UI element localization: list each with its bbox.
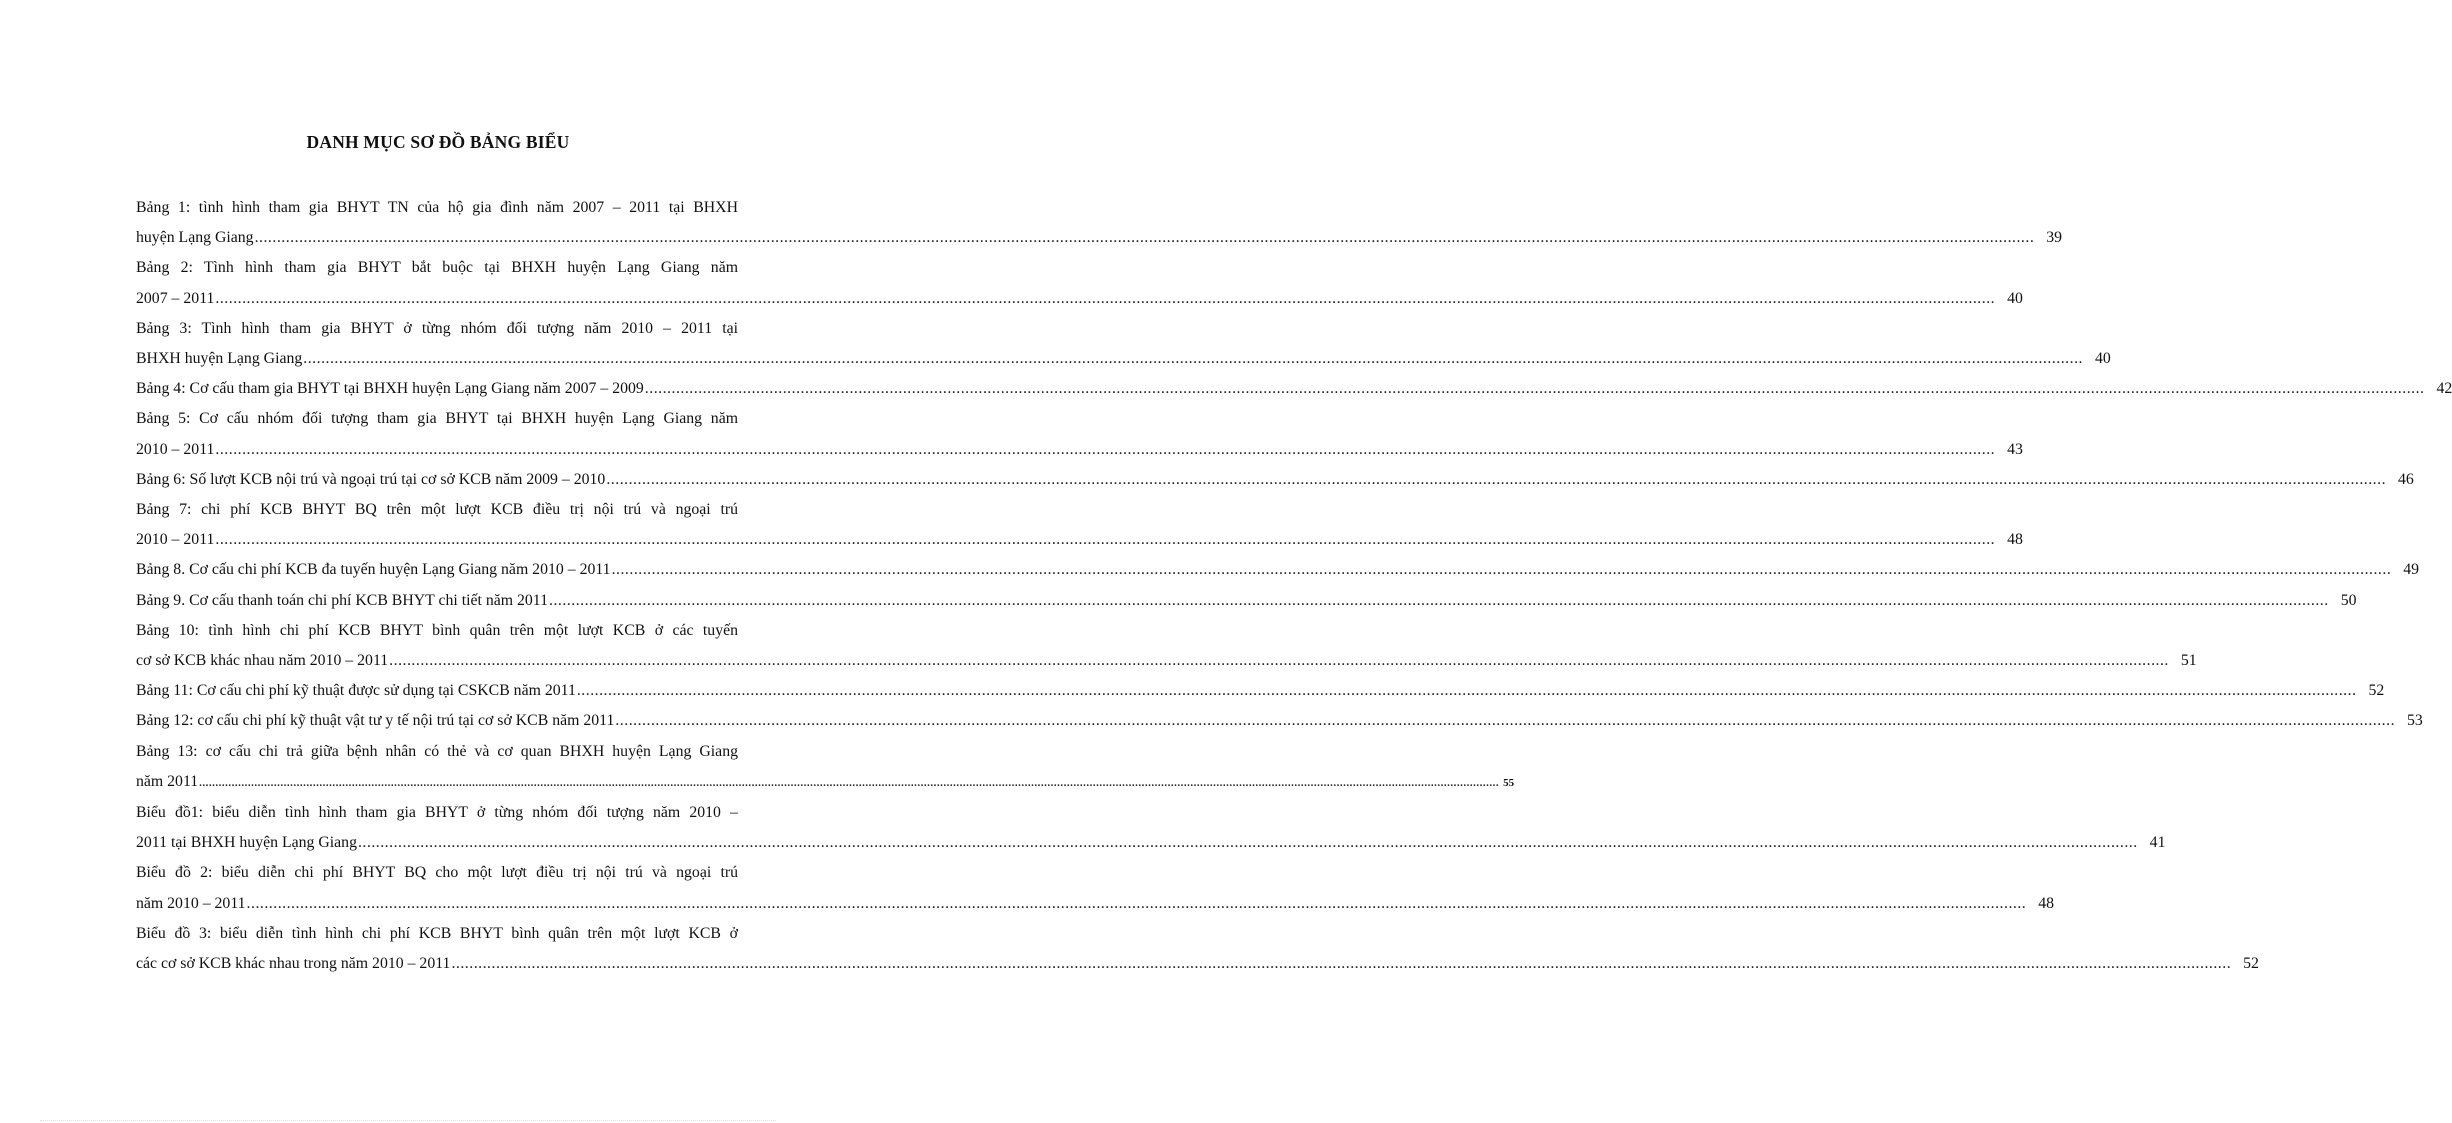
toc-entry-first-line: Bảng 3: Tình hình tham gia BHYT ở từng nhóm đối tượng năm 2010 – 2011 tại bbox=[136, 319, 738, 337]
toc-entry-text: BHXH huyện Lạng Giang bbox=[136, 350, 303, 368]
toc-entry-text: các cơ sở KCB khác nhau trong năm 2010 – 2011 bbox=[136, 955, 451, 973]
dot-leader: ................................................................................................................................................................................................................................................................................................................................................................................................................ bbox=[615, 712, 2396, 730]
toc-entry-page-number: 52 bbox=[2243, 955, 2259, 973]
dot-leader: ................................................................................................................................................................................................................................................................................................................................................................................................................ bbox=[199, 776, 1500, 789]
toc-entry-last-line bbox=[136, 374, 2452, 404]
dot-leader: ................................................................................................................................................................................................................................................................................................................................................................................................................ bbox=[303, 350, 2083, 368]
toc-entry[interactable] bbox=[136, 586, 2357, 616]
toc-entry-page-number: 55 bbox=[1503, 776, 1515, 789]
toc-entry-page-number: 48 bbox=[2038, 894, 2055, 912]
toc-entry-text: 2010 – 2011 bbox=[136, 531, 215, 549]
toc-entry-text: huyện Lạng Giang bbox=[136, 229, 254, 247]
dot-leader: ................................................................................................................................................................................................................................................................................................................................................................................................................ bbox=[215, 289, 1996, 307]
toc-entry-page-number: 48 bbox=[2007, 531, 2023, 549]
toc-entry-first-line: Bảng 5: Cơ cấu nhóm đối tượng tham gia BHYT tại BHXH huyện Lạng Giang năm bbox=[136, 410, 738, 428]
toc-entry[interactable] bbox=[136, 858, 2055, 918]
toc-entry-last-line bbox=[136, 676, 2385, 706]
toc-entry-last-line bbox=[136, 828, 2166, 858]
table-of-figures bbox=[136, 193, 2452, 979]
toc-entry-page-number: 40 bbox=[2094, 350, 2111, 368]
page-title: DANH MỤC SƠ ĐỒ BẢNG BIỂU bbox=[306, 132, 570, 152]
toc-entry-text: năm 2010 – 2011 bbox=[136, 894, 246, 912]
toc-entry-page-number: 41 bbox=[2149, 834, 2166, 852]
dot-leader: ................................................................................................................................................................................................................................................................................................................................................................................................................ bbox=[549, 591, 2329, 609]
toc-entry-last-line bbox=[136, 525, 2023, 555]
dot-leader: ................................................................................................................................................................................................................................................................................................................................................................................................................ bbox=[254, 229, 2035, 247]
toc-entry-last-line bbox=[136, 949, 2259, 979]
toc-entry-last-line bbox=[136, 555, 2420, 585]
toc-entry-text: 2007 – 2011 bbox=[136, 289, 215, 307]
toc-entry-page-number: 53 bbox=[2407, 712, 2423, 730]
toc-entry-first-line: Biểu đồ 3: biểu diễn tình hình chi phí KCB BHYT bình quân trên một lượt KCB ở bbox=[136, 924, 738, 942]
toc-entry-page-number: 42 bbox=[2436, 380, 2452, 398]
toc-entry-last-line bbox=[136, 284, 2023, 314]
toc-entry-first-line: Bảng 1: tình hình tham gia BHYT TN của hộ gia đình năm 2007 – 2011 tại BHXH bbox=[136, 199, 738, 216]
toc-entry-page-number: 52 bbox=[2368, 682, 2385, 700]
toc-entry[interactable] bbox=[136, 253, 2023, 313]
toc-entry-first-line: Bảng 13: cơ cấu chi trả giữa bệnh nhân có thẻ và cơ quan BHXH huyện Lạng Giang bbox=[136, 742, 738, 760]
toc-entry-first-line: Bảng 7: chi phí KCB BHYT BQ trên một lượt KCB điều trị nội trú và ngoại trú bbox=[136, 501, 738, 519]
dot-leader: ................................................................................................................................................................................................................................................................................................................................................................................................................ bbox=[357, 834, 2138, 852]
toc-entry-last-line bbox=[136, 435, 2023, 465]
toc-entry-last-line bbox=[136, 223, 2063, 253]
toc-entry-last-line bbox=[136, 706, 2423, 736]
toc-entry-page-number: 51 bbox=[2180, 652, 2197, 670]
toc-entry-page-number: 50 bbox=[2340, 591, 2357, 609]
toc-entry-text: Bảng 9. Cơ cấu thanh toán chi phí KCB BHYT chi tiết năm 2011 bbox=[136, 591, 548, 609]
toc-entry-text: Bảng 4: Cơ cấu tham gia BHYT tại BHXH huyện Lạng Giang năm 2007 – 2009 bbox=[136, 380, 644, 398]
dot-leader: ................................................................................................................................................................................................................................................................................................................................................................................................................ bbox=[215, 440, 1996, 458]
toc-entry-text: năm 2011 bbox=[136, 772, 199, 790]
dot-leader: ................................................................................................................................................................................................................................................................................................................................................................................................................ bbox=[389, 652, 2169, 670]
toc-entry-page-number: 49 bbox=[2403, 561, 2420, 579]
toc-entry[interactable] bbox=[136, 555, 2420, 585]
dot-leader: ................................................................................................................................................................................................................................................................................................................................................................................................................ bbox=[215, 531, 1996, 549]
dot-leader: ................................................................................................................................................................................................................................................................................................................................................................................................................ bbox=[451, 955, 2232, 973]
toc-entry-last-line bbox=[136, 889, 2055, 919]
toc-entry[interactable] bbox=[136, 676, 2385, 706]
toc-entry-text: 2011 tại BHXH huyện Lạng Giang bbox=[136, 834, 357, 852]
toc-entry-first-line: Bảng 2: Tình hình tham gia BHYT bắt buộc tại BHXH huyện Lạng Giang năm bbox=[136, 259, 738, 277]
toc-entry-first-line: Biểu đồ 2: biểu diễn chi phí BHYT BQ cho một lượt điều trị nội trú và ngoại trú bbox=[136, 864, 738, 882]
toc-entry-text: Bảng 8. Cơ cấu chi phí KCB đa tuyến huyện Lạng Giang năm 2010 – 2011 bbox=[136, 561, 611, 579]
toc-entry[interactable] bbox=[136, 193, 2063, 253]
toc-entry[interactable] bbox=[136, 798, 2166, 858]
toc-entry-first-line: Biểu đồ1: biểu diễn tình hình tham gia BHYT ở từng nhóm đối tượng năm 2010 – bbox=[136, 804, 738, 822]
toc-entry-text: 2010 – 2011 bbox=[136, 440, 215, 458]
toc-entry[interactable] bbox=[136, 737, 1515, 798]
toc-entry-text: Bảng 11: Cơ cấu chi phí kỹ thuật được sử dụng tại CSKCB năm 2011 bbox=[136, 682, 576, 700]
dot-leader: ................................................................................................................................................................................................................................................................................................................................................................................................................ bbox=[606, 470, 2387, 488]
toc-entry-text: Bảng 6: Số lượt KCB nội trú và ngoại trú tại cơ sở KCB năm 2009 – 2010 bbox=[136, 470, 606, 488]
toc-entry-first-line: Bảng 10: tình hình chi phí KCB BHYT bình quân trên một lượt KCB ở các tuyến bbox=[136, 621, 738, 639]
page-bottom-rule bbox=[40, 1120, 776, 1121]
toc-entry[interactable] bbox=[136, 374, 2452, 404]
toc-entry[interactable] bbox=[136, 919, 2259, 979]
toc-entry-page-number: 40 bbox=[2007, 289, 2023, 307]
toc-entry-last-line bbox=[136, 465, 2414, 495]
dot-leader: ................................................................................................................................................................................................................................................................................................................................................................................................................ bbox=[246, 894, 2027, 912]
toc-entry-text: cơ sở KCB khác nhau năm 2010 – 2011 bbox=[136, 652, 389, 670]
toc-entry-last-line bbox=[136, 344, 2111, 374]
toc-entry[interactable] bbox=[136, 404, 2023, 464]
toc-entry[interactable] bbox=[136, 314, 2111, 374]
toc-entry[interactable] bbox=[136, 706, 2423, 736]
toc-entry[interactable] bbox=[136, 495, 2023, 555]
toc-entry-last-line bbox=[136, 767, 1515, 798]
dot-leader: ................................................................................................................................................................................................................................................................................................................................................................................................................ bbox=[576, 682, 2357, 700]
toc-entry[interactable] bbox=[136, 616, 2197, 676]
toc-entry-page-number: 39 bbox=[2046, 229, 2063, 247]
toc-entry-last-line bbox=[136, 586, 2357, 616]
dot-leader: ................................................................................................................................................................................................................................................................................................................................................................................................................ bbox=[611, 561, 2392, 579]
toc-entry[interactable] bbox=[136, 465, 2414, 495]
toc-entry-page-number: 43 bbox=[2007, 440, 2023, 458]
dot-leader: ................................................................................................................................................................................................................................................................................................................................................................................................................ bbox=[644, 380, 2425, 398]
toc-entry-page-number: 46 bbox=[2398, 470, 2414, 488]
toc-entry-last-line bbox=[136, 646, 2197, 676]
toc-entry-text: Bảng 12: cơ cấu chi phí kỹ thuật vật tư y tế nội trú tại cơ sở KCB năm 2011 bbox=[136, 712, 615, 730]
